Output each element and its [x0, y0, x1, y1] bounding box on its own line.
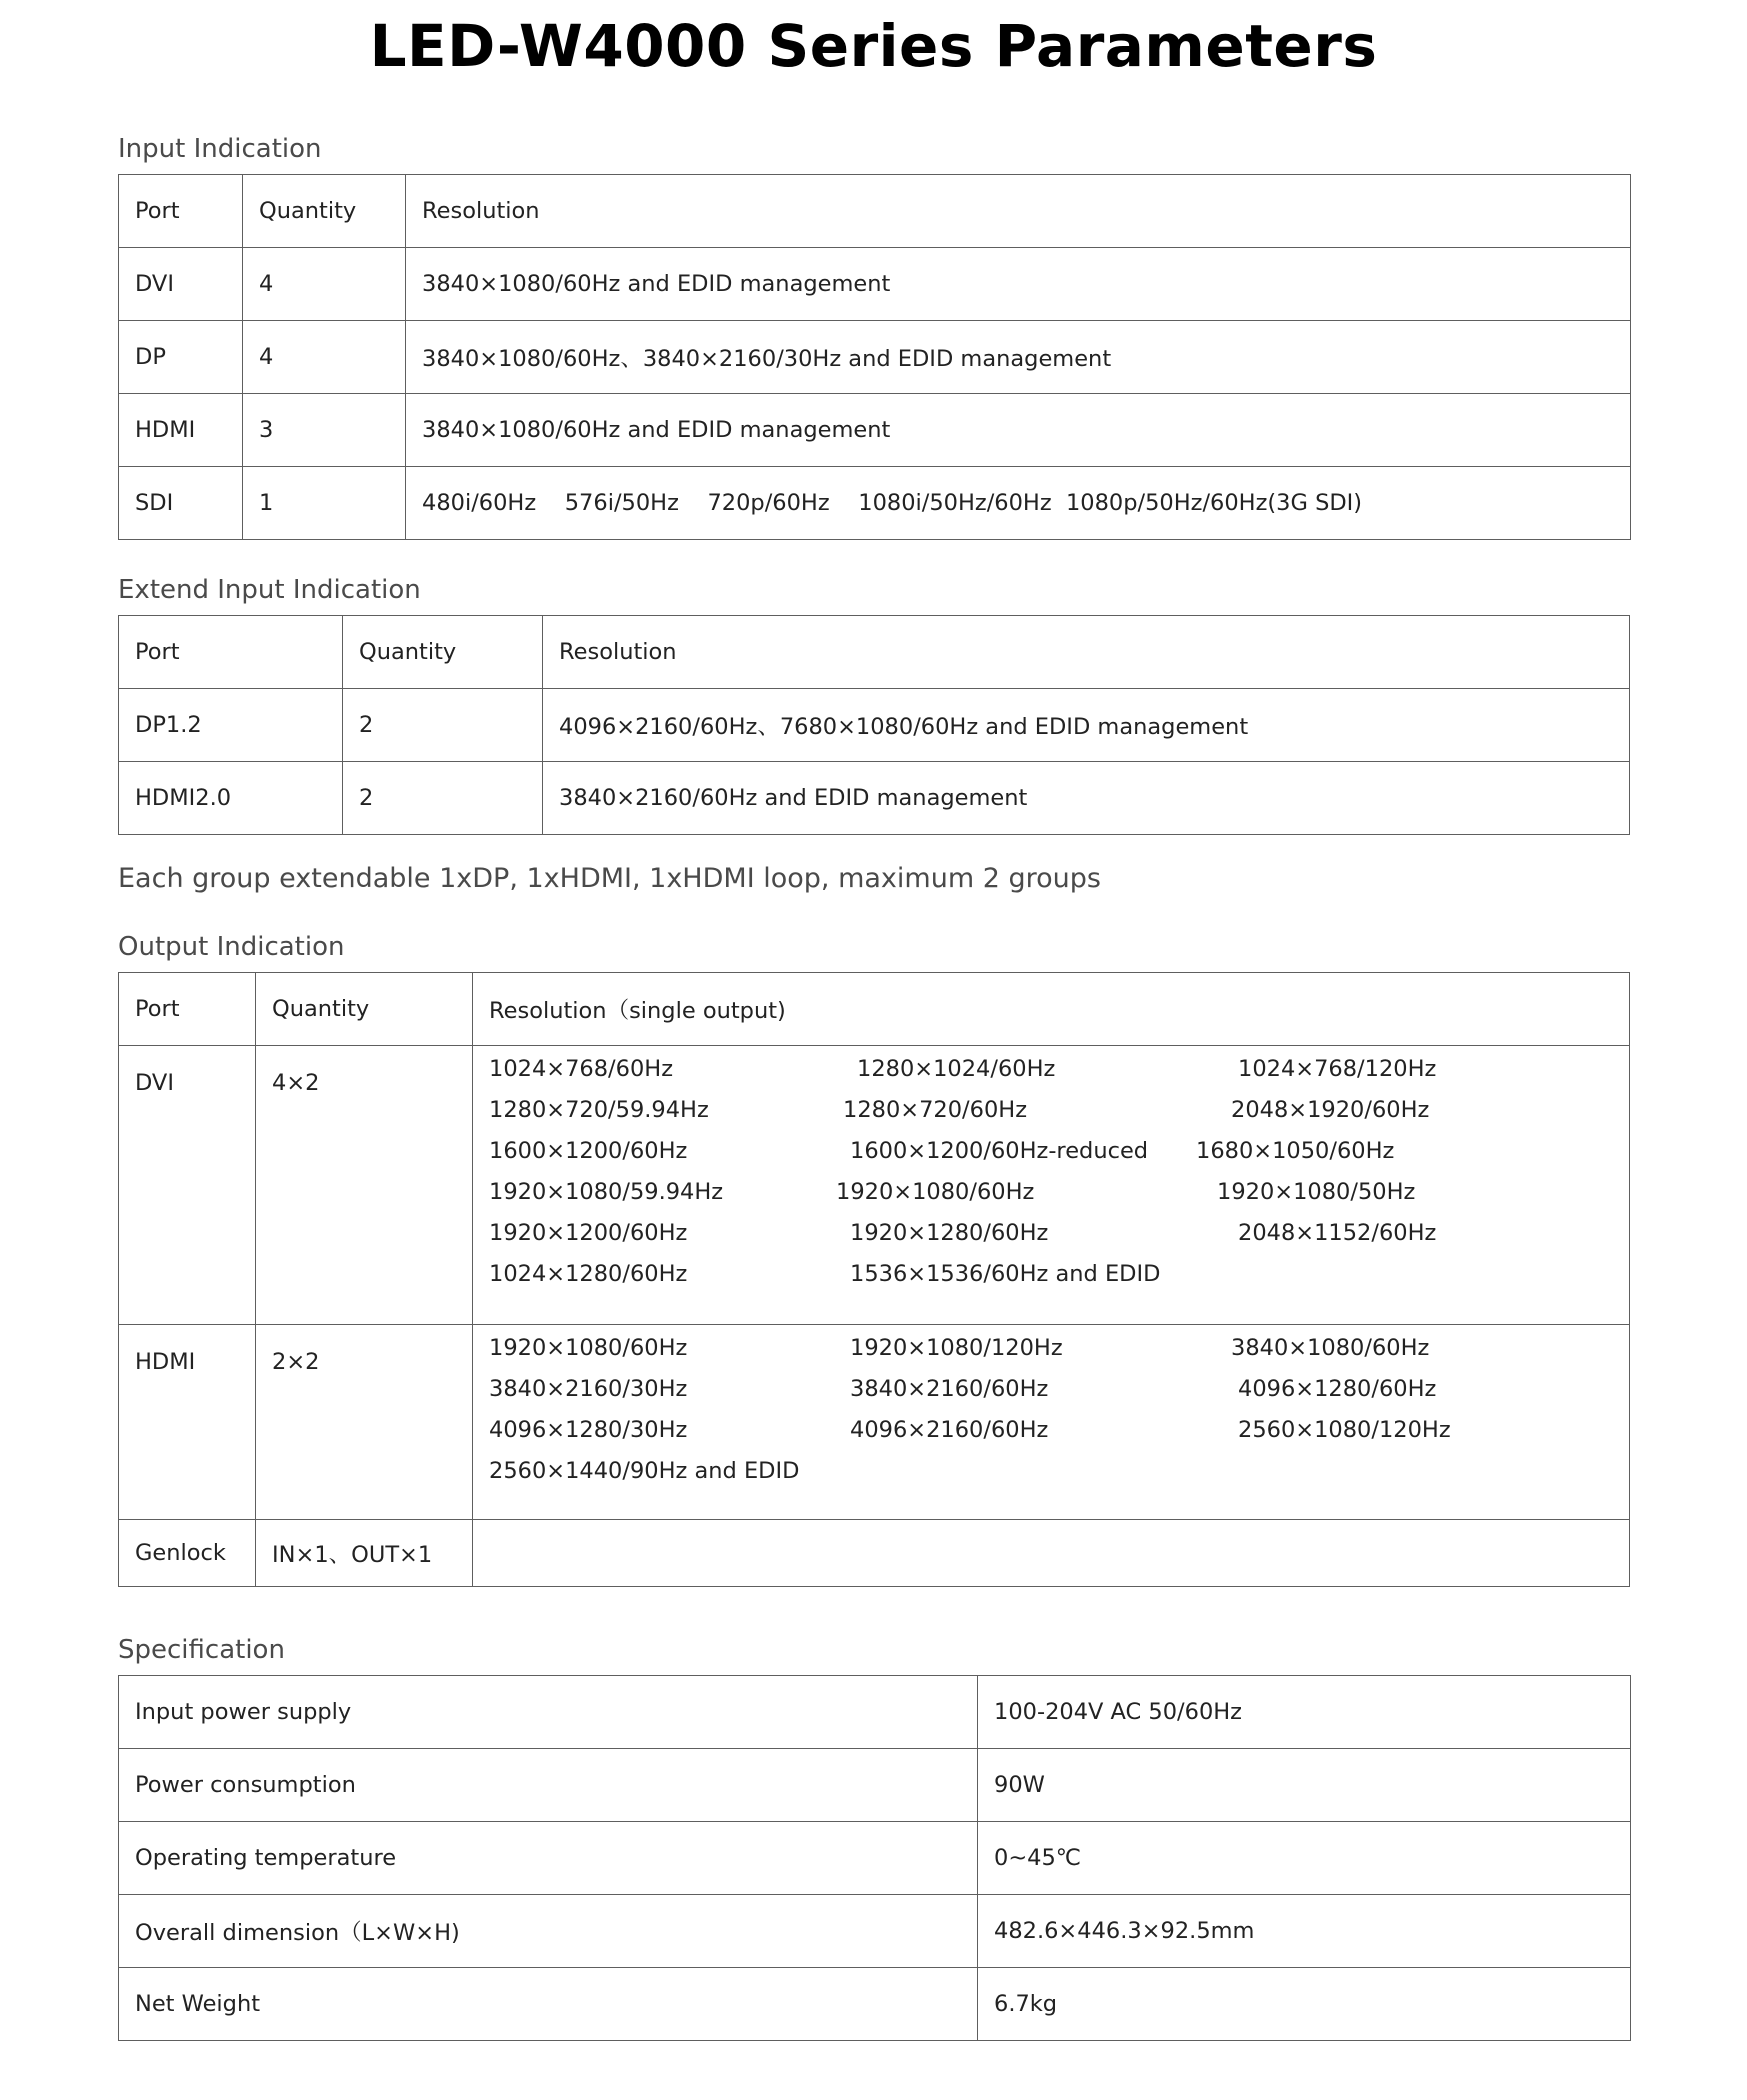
specification-table [118, 1675, 1631, 2041]
table-row [119, 467, 1631, 540]
input-indication-table [118, 174, 1631, 540]
quantity-cell: IN×1、OUT×1 [256, 1520, 473, 1587]
port-cell: DP [119, 321, 243, 394]
resolution-row [489, 1090, 1489, 1131]
header-quantity: Quantity [343, 616, 543, 689]
table-row [119, 1676, 1631, 1749]
resolution-item: 1920×1080/50Hz [1217, 1179, 1416, 1205]
header-quantity: Quantity [256, 973, 473, 1046]
hdmi-resolution-list [489, 1328, 1489, 1492]
quantity-cell: 1 [243, 467, 406, 540]
resolution-item: 1024×768/120Hz [1238, 1056, 1437, 1082]
table-row [119, 1968, 1631, 2041]
table-row [119, 1749, 1631, 1822]
resolution-item: 3840×1080/60Hz [1231, 1335, 1430, 1361]
resolution-row [489, 1213, 1489, 1254]
resolution-item: 1920×1080/60Hz [489, 1335, 688, 1361]
resolution-cell: 3840×1080/60Hz and EDID management [406, 394, 1631, 467]
spec-value: 90W [978, 1749, 1631, 1822]
quantity-cell: 4 [243, 248, 406, 321]
port-cell: HDMI [119, 1325, 256, 1520]
resolution-item: 3840×2160/30Hz [489, 1376, 688, 1402]
port-cell: HDMI [119, 394, 243, 467]
resolution-cell: 3840×2160/60Hz and EDID management [543, 762, 1630, 835]
resolution-item: 4096×2160/60Hz [850, 1417, 1049, 1443]
resolution-cell: 480i/60Hz 576i/50Hz 720p/60Hz 1080i/50Hz/60Hz 1080p/50Hz/60Hz(3G SDI) [406, 467, 1631, 540]
dvi-resolution-list [489, 1049, 1489, 1295]
resolution-item: 1920×1080/59.94Hz [489, 1179, 724, 1205]
resolution-item: 2048×1920/60Hz [1231, 1097, 1430, 1123]
port-cell: HDMI2.0 [119, 762, 343, 835]
resolution-row [489, 1254, 1489, 1295]
spec-label: Operating temperature [119, 1822, 978, 1895]
resolution-item: 2560×1080/120Hz [1238, 1417, 1451, 1443]
resolution-cell: 3840×1080/60Hz and EDID management [406, 248, 1631, 321]
resolution-item: 1920×1080/60Hz [836, 1179, 1035, 1205]
quantity-cell: 4×2 [256, 1046, 473, 1325]
resolution-cell [473, 1325, 1630, 1520]
resolution-row [489, 1451, 1489, 1492]
resolution-item: 1680×1050/60Hz [1196, 1138, 1395, 1164]
table-row [119, 248, 1631, 321]
header-port: Port [119, 973, 256, 1046]
spec-value: 100-204V AC 50/60Hz [978, 1676, 1631, 1749]
spec-label: Power consumption [119, 1749, 978, 1822]
quantity-cell: 2 [343, 689, 543, 762]
header-port: Port [119, 616, 343, 689]
page-title: LED-W4000 Series Parameters [369, 12, 1378, 80]
table-row-genlock [119, 1520, 1630, 1587]
resolution-item: 4096×1280/60Hz [1238, 1376, 1437, 1402]
table-header-row [119, 616, 1630, 689]
table-row-dvi [119, 1046, 1630, 1325]
resolution-row [489, 1410, 1489, 1451]
quantity-cell: 3 [243, 394, 406, 467]
extend-input-table [118, 615, 1630, 835]
port-cell: Genlock [119, 1520, 256, 1587]
spec-label: Input power supply [119, 1676, 978, 1749]
resolution-item: 1600×1200/60Hz-reduced [850, 1138, 1149, 1164]
resolution-cell [473, 1046, 1630, 1325]
resolution-item: 1600×1200/60Hz [489, 1138, 688, 1164]
spec-value: 482.6×446.3×92.5mm [978, 1895, 1631, 1968]
resolution-cell [473, 1520, 1630, 1587]
resolution-item: 1280×720/59.94Hz [489, 1097, 709, 1123]
resolution-item: 1920×1080/120Hz [850, 1335, 1063, 1361]
resolution-item: 1280×720/60Hz [843, 1097, 1027, 1123]
resolution-row [489, 1369, 1489, 1410]
header-quantity: Quantity [243, 175, 406, 248]
port-cell: DVI [119, 1046, 256, 1325]
resolution-cell: 3840×1080/60Hz、3840×2160/30Hz and EDID management [406, 321, 1631, 394]
spec-label: Overall dimension（L×W×H) [119, 1895, 978, 1968]
table-row [119, 762, 1630, 835]
port-cell: DVI [119, 248, 243, 321]
table-row [119, 689, 1630, 762]
resolution-item: 2048×1152/60Hz [1238, 1220, 1437, 1246]
resolution-item: 2560×1440/90Hz and EDID [489, 1458, 800, 1484]
specification-heading: Specification [118, 1635, 285, 1665]
output-indication-table [118, 972, 1630, 1587]
resolution-item: 1024×1280/60Hz [489, 1261, 688, 1287]
resolution-row [489, 1328, 1489, 1369]
table-row [119, 394, 1631, 467]
table-row [119, 321, 1631, 394]
quantity-cell: 2×2 [256, 1325, 473, 1520]
resolution-item: 3840×2160/60Hz [850, 1376, 1049, 1402]
spec-value: 6.7kg [978, 1968, 1631, 2041]
table-row [119, 1822, 1631, 1895]
extend-note: Each group extendable 1xDP, 1xHDMI, 1xHDMI loop, maximum 2 groups [118, 863, 1101, 894]
resolution-row [489, 1131, 1489, 1172]
header-resolution: Resolution（single output) [473, 973, 1630, 1046]
extend-input-heading: Extend Input Indication [118, 575, 421, 605]
table-row [119, 1895, 1631, 1968]
resolution-item: 4096×1280/30Hz [489, 1417, 688, 1443]
port-cell: SDI [119, 467, 243, 540]
header-resolution: Resolution [406, 175, 1631, 248]
quantity-cell: 2 [343, 762, 543, 835]
output-indication-heading: Output Indication [118, 932, 345, 962]
header-resolution: Resolution [543, 616, 1630, 689]
quantity-cell: 4 [243, 321, 406, 394]
resolution-item: 1024×768/60Hz [489, 1056, 673, 1082]
spec-label: Net Weight [119, 1968, 978, 2041]
header-port: Port [119, 175, 243, 248]
table-header-row [119, 175, 1631, 248]
resolution-row [489, 1049, 1489, 1090]
resolution-item: 1920×1280/60Hz [850, 1220, 1049, 1246]
resolution-item: 1536×1536/60Hz and EDID [850, 1261, 1161, 1287]
resolution-cell: 4096×2160/60Hz、7680×1080/60Hz and EDID management [543, 689, 1630, 762]
input-indication-heading: Input Indication [118, 134, 322, 164]
spec-value: 0~45℃ [978, 1822, 1631, 1895]
resolution-item: 1280×1024/60Hz [857, 1056, 1056, 1082]
resolution-row [489, 1172, 1489, 1213]
table-header-row [119, 973, 1630, 1046]
port-cell: DP1.2 [119, 689, 343, 762]
table-row-hdmi [119, 1325, 1630, 1520]
resolution-item: 1920×1200/60Hz [489, 1220, 688, 1246]
